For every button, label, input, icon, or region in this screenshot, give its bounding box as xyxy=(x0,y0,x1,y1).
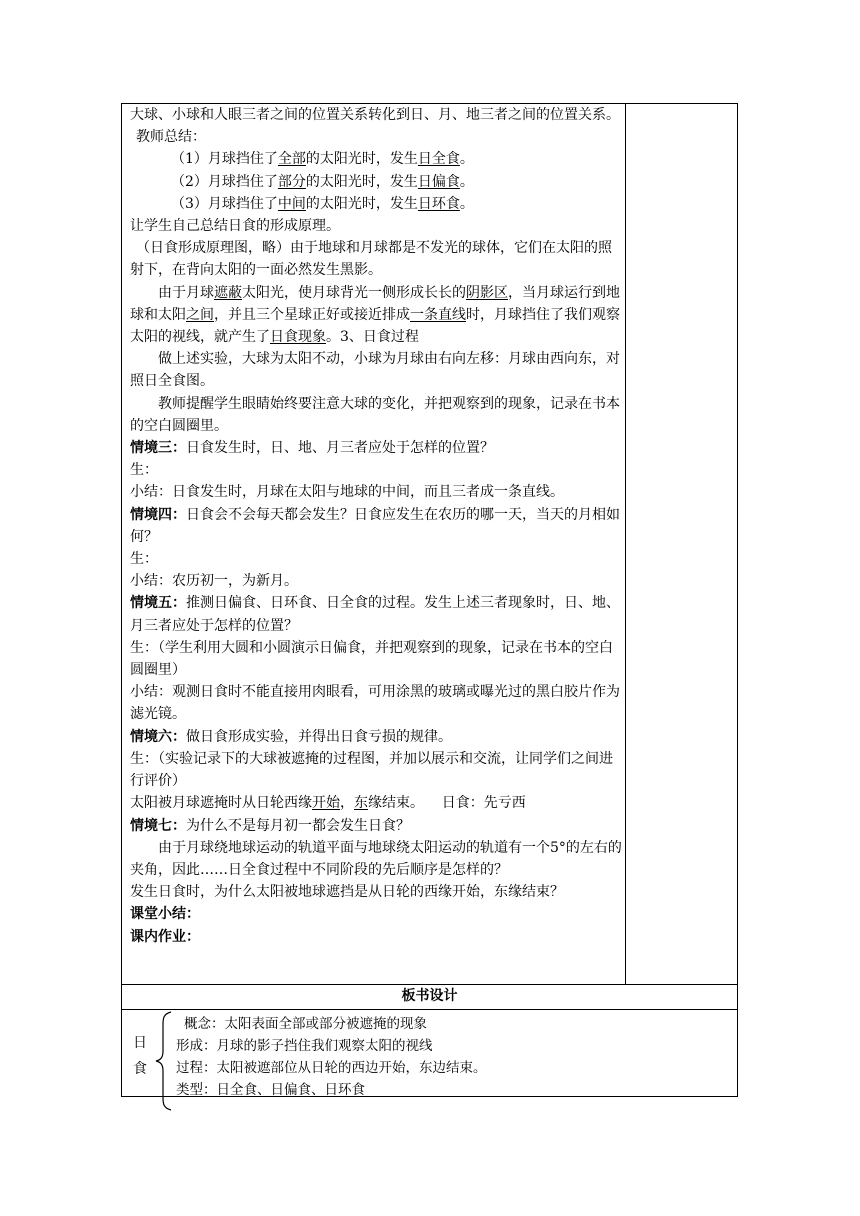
paragraph: 发生日食时，为什么太阳被地球遮挡是从日轮的西缘开始，东缘结束？ xyxy=(130,884,564,901)
paragraph: 让学生自己总结日食的形成原理。 xyxy=(130,218,340,235)
summary-item: （3）月球挡住了中间的太阳光时，发生日环食。 xyxy=(171,195,474,212)
paragraph: 太阳被月球遮掩时从日轮西缘开始，东缘结束。 日食：先亏西 xyxy=(130,795,526,812)
row-divider xyxy=(122,1009,737,1010)
board-design-title: 板书设计 xyxy=(401,988,458,1004)
paragraph: 教师提醒学生眼睛始终要注意大球的变化，并把观察到的现象，记录在书本的空白圆圈里。 xyxy=(130,395,620,434)
homework-label: 课内作业： xyxy=(130,928,200,945)
summary-line: 小结：农历初一，为新月。 xyxy=(130,573,298,590)
scenario-6: 情境六：做日食形成实验，并得出日食亏损的规律。 xyxy=(130,728,452,745)
paragraph: （日食形成原理图，略）由于地球和月球都是不发光的球体，它们在太阳的照射下，在背向太阳的一面必然发生黑影。 xyxy=(130,240,612,279)
student-line: 生： xyxy=(130,551,158,568)
student-line: 生：（实验记录下的大球被遮掩的过程图，并加以展示和交流，让同学们之间进行评价） xyxy=(130,750,613,790)
lesson-content xyxy=(130,104,622,948)
paragraph: 大球、小球和人眼三者之间的位置关系转化到日、月、地三者之间的位置关系。 xyxy=(130,107,620,123)
board-label-char: 日 xyxy=(133,1035,147,1051)
summary-line: 小结：观测日食时不能直接用肉眼看，可用涂黑的玻璃或曝光过的黑白胶片作为滤光镜。 xyxy=(130,684,620,723)
scenario-4: 情境四：日食会不会每天都会发生？日食应发生在农历的哪一天，当天的月相如何？ xyxy=(130,506,620,545)
summary-item: （1）月球挡住了全部的太阳光时，发生日全食。 xyxy=(171,151,474,168)
summary-item: （2）月球挡住了部分的太阳光时，发生日偏食。 xyxy=(171,173,474,190)
paragraph: 做上述实验，大球为太阳不动，小球为月球由右向左移：月球由西向东，对照日全食图。 xyxy=(130,351,620,390)
student-line: 生：（学生利用大圆和小圆演示日偏食，并把观察到的现象，记录在书本的空白圆圈里） xyxy=(130,639,613,679)
board-line: 过程：太阳被遮部位从日轮的西边开始，东边结束。 xyxy=(176,1060,487,1076)
scenario-3: 情境三：日食发生时，日、地、月三者应处于怎样的位置？ xyxy=(130,440,494,457)
scenario-5: 情境五：推测日偏食、日环食、日全食的过程。发生上述三者现象时，日、地、月三者应处于怎样的位置？ xyxy=(130,595,620,634)
paragraph: 由于月球绕地球运动的轨道平面与地球绕太阳运动的轨道有一个5°的左右的夹角，因此……日全食过程中不同阶段的先后顺序是怎样的？ xyxy=(130,839,622,878)
column-divider xyxy=(625,104,626,984)
teacher-summary-label: 教师总结： xyxy=(136,129,206,146)
board-line: 概念：太阳表面全部或部分被遮掩的现象 xyxy=(184,1016,427,1032)
paragraph: 由于月球遮蔽太阳光，使月球背光一侧形成长长的阴影区，当月球运行到地球和太阳之间，并且三个星球正好或接近排成一条直线时，月球挡住了我们观察太阳的视线，就产生了日食现象。3、日食过程 xyxy=(130,284,620,346)
scenario-7: 情境七：为什么不是每月初一都会发生日食？ xyxy=(130,817,410,834)
student-line: 生： xyxy=(130,462,158,479)
lesson-table xyxy=(121,103,738,1097)
board-line: 类型：日全食、日偏食、日环食 xyxy=(176,1082,365,1098)
left-brace-icon xyxy=(154,1011,174,1111)
board-label-char: 食 xyxy=(133,1061,147,1077)
board-line: 形成：月球的影子挡住我们观察太阳的视线 xyxy=(176,1038,433,1054)
summary-line: 小结：日食发生时，月球在太阳与地球的中间，而且三者成一条直线。 xyxy=(130,484,564,501)
class-summary-label: 课堂小结： xyxy=(130,906,200,923)
board-content xyxy=(176,1013,487,1101)
